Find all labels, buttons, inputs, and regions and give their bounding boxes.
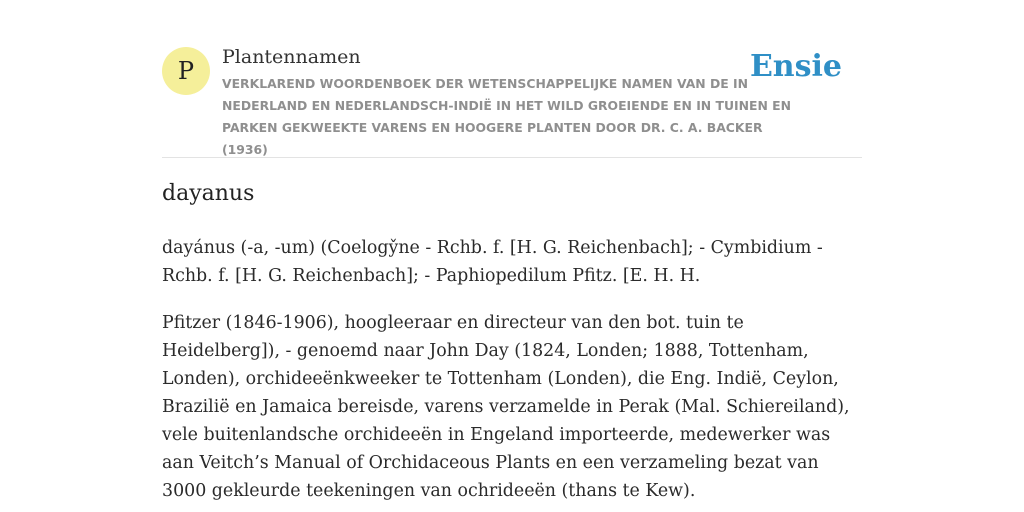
dictionary-subtitle: VERKLAREND WOORDENBOEK DER WETENSCHAPPELIJKE NAMEN VAN DE IN NEDERLAND EN NEDERLANDSCH-INDIË IN HET WILD GROEIENDE EN IN TUINEN EN PARKEN GEKWEEKTE VARENS EN HOOGERE PLANTEN DOOR DR. C. A. BACKER (1936) (222, 76, 791, 157)
definition-paragraph: Pfitzer (1846-1906), hoogleeraar en directeur van den bot. tuin te Heidelberg]), - genoemd naar John Day (1824, Londen; 1888, Tottenham, Londen), orchideeënkweeker te Tottenham (Londen), die Eng. Indië, Ceylon, Brazilië en Jamaica bereisde, varens verzamelde in Perak (Mal. Schiereiland), vele buitenlandsche orchideeën in Engeland importeerde, medewerker was aan Veitch’s Manual of Orchidaceous Plants en een verzameling bezat van 3000 gekleurde teekeningen van ochrideeën (thans te Kew). (162, 313, 850, 501)
dictionary-header (162, 44, 862, 158)
dictionary-title[interactable]: Plantennamen (222, 46, 361, 68)
entry-term: dayanus (162, 181, 255, 206)
dictionary-avatar: P (162, 47, 210, 95)
entry-definition (162, 234, 862, 512)
definition-paragraph: dayánus (-a, -um) (Coelogy̌ne - Rchb. f. [H. G. Reichenbach]; - Cymbidi̇um -Rchb. f. [H. G. Reichenbach]; - Paphiopedi̇lum Pfitz. [E. H. H. (162, 238, 823, 286)
ensie-logo-link[interactable]: Ensie (749, 49, 842, 84)
